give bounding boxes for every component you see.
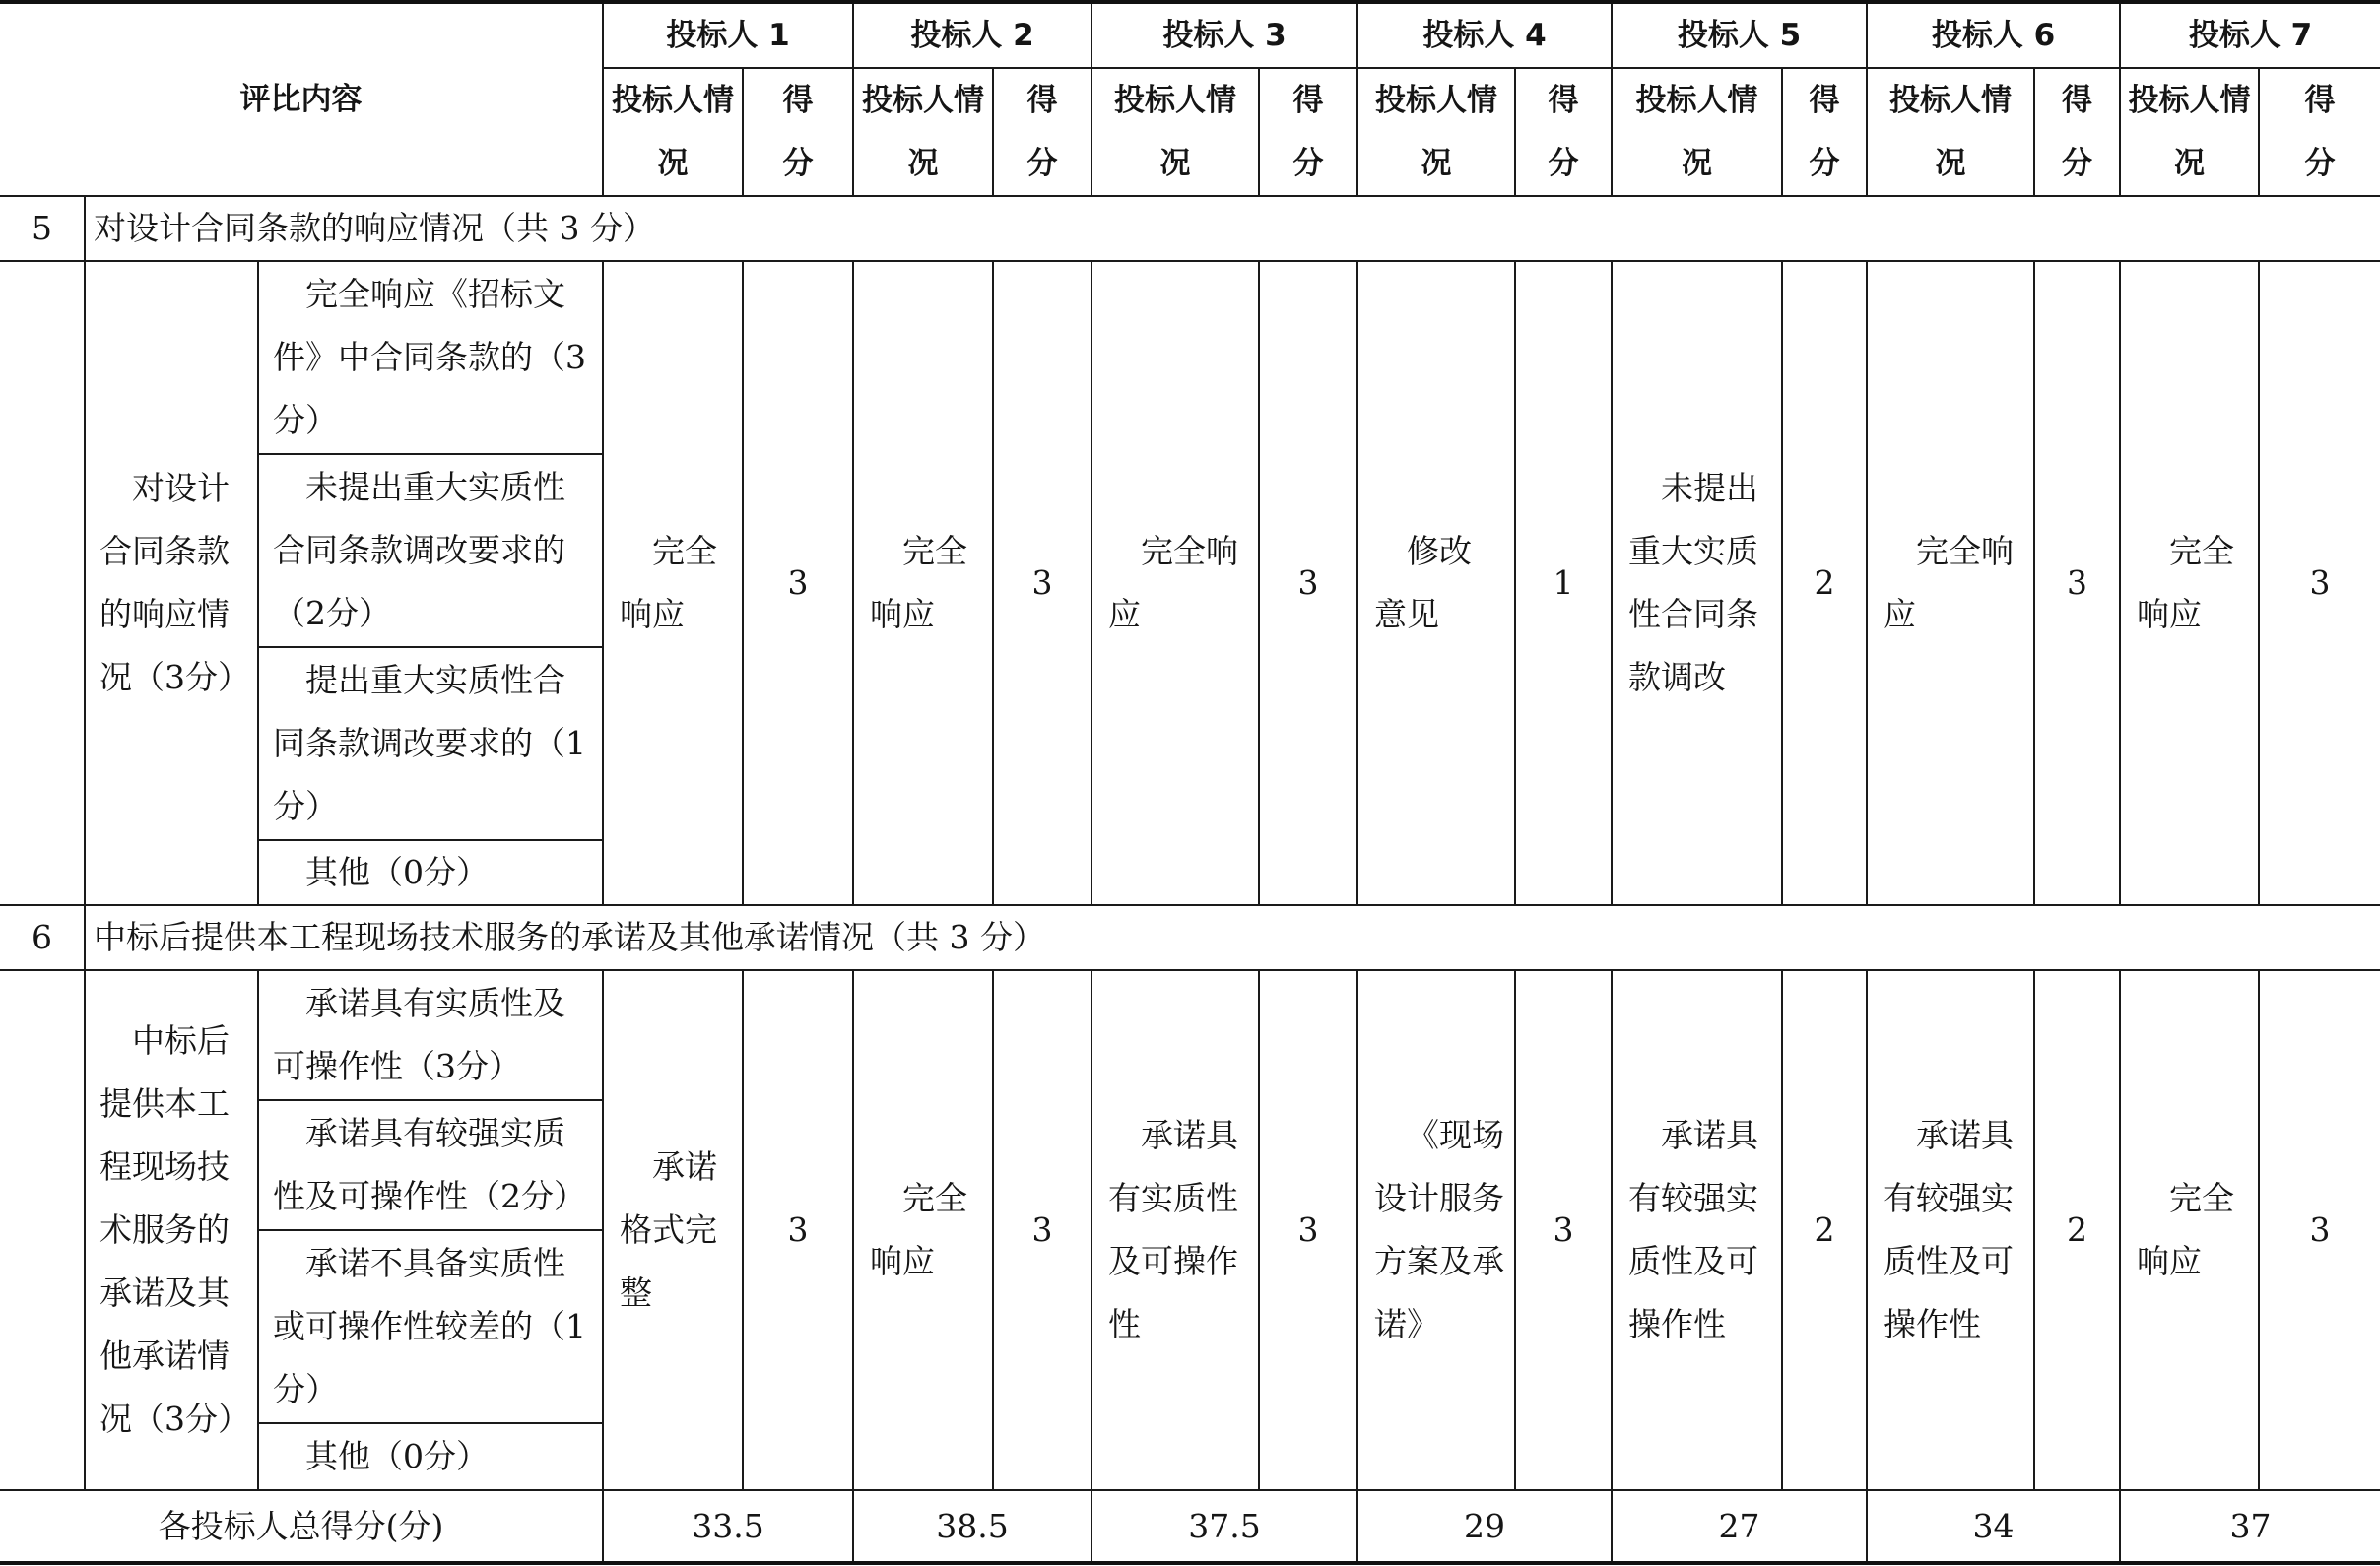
section-5-title-row bbox=[0, 196, 2380, 261]
section-5-option-4: 其他（0分） bbox=[258, 840, 603, 905]
bidder-5-header: 投标人 5 bbox=[1612, 2, 1867, 68]
bidder-6-score-header: 得分 bbox=[2034, 68, 2120, 196]
bidder-1-situation-header: 投标人情况 bbox=[603, 68, 743, 196]
bidder-1-section-6-score: 3 bbox=[743, 970, 853, 1490]
bidder-6-total: 34 bbox=[1867, 1490, 2120, 1563]
bidder-6-section-5-situation: 完全响应 bbox=[1867, 261, 2034, 905]
bidder-3-total: 37.5 bbox=[1091, 1490, 1357, 1563]
bidder-6-section-5-score: 3 bbox=[2034, 261, 2120, 905]
bidder-4-situation-header: 投标人情况 bbox=[1357, 68, 1515, 196]
bidder-2-total: 38.5 bbox=[853, 1490, 1091, 1563]
bidder-3-section-5-situation: 完全响应 bbox=[1091, 261, 1259, 905]
bidder-3-situation-header: 投标人情况 bbox=[1091, 68, 1259, 196]
bidder-3-section-6-situation: 承诺具有实质性及可操作性 bbox=[1091, 970, 1259, 1490]
section-6-option-3: 承诺不具备实质性或可操作性较差的（1分） bbox=[258, 1230, 603, 1423]
bidder-6-header: 投标人 6 bbox=[1867, 2, 2120, 68]
bidder-2-score-header: 得分 bbox=[993, 68, 1091, 196]
bidder-7-section-6-situation: 完全响应 bbox=[2120, 970, 2259, 1490]
evaluation-content-header: 评比内容 bbox=[0, 2, 603, 196]
bidder-1-section-6-situation: 承诺格式完整 bbox=[603, 970, 743, 1490]
bidder-2-header: 投标人 2 bbox=[853, 2, 1091, 68]
section-5-option-row-1 bbox=[0, 261, 2380, 454]
section-6-option-2: 承诺具有较强实质性及可操作性（2分） bbox=[258, 1100, 603, 1230]
bidder-1-total: 33.5 bbox=[603, 1490, 853, 1563]
section-6-spacer bbox=[0, 970, 85, 1490]
bidder-1-section-5-situation: 完全响应 bbox=[603, 261, 743, 905]
bidder-1-header: 投标人 1 bbox=[603, 2, 853, 68]
bidder-3-header: 投标人 3 bbox=[1091, 2, 1357, 68]
section-6-criterion: 中标后提供本工程现场技术服务的承诺及其他承诺情况（3分） bbox=[85, 970, 258, 1490]
bidder-5-section-6-score: 2 bbox=[1782, 970, 1867, 1490]
bidder-4-header: 投标人 4 bbox=[1357, 2, 1612, 68]
section-6-number: 6 bbox=[0, 905, 85, 970]
bidder-1-section-5-score: 3 bbox=[743, 261, 853, 905]
bidder-7-section-5-situation: 完全响应 bbox=[2120, 261, 2259, 905]
bidder-3-section-5-score: 3 bbox=[1259, 261, 1357, 905]
bidder-5-total: 27 bbox=[1612, 1490, 1867, 1563]
section-5-option-2: 未提出重大实质性合同条款调改要求的（2分） bbox=[258, 454, 603, 647]
section-5-option-1: 完全响应《招标文件》中合同条款的（3分） bbox=[258, 261, 603, 454]
section-6-title: 中标后提供本工程现场技术服务的承诺及其他承诺情况（共 3 分） bbox=[85, 905, 2380, 970]
header-row-bidders bbox=[0, 2, 2380, 68]
section-5-option-3: 提出重大实质性合同条款调改要求的（1分） bbox=[258, 647, 603, 840]
bidder-6-situation-header: 投标人情况 bbox=[1867, 68, 2034, 196]
bidder-7-section-5-score: 3 bbox=[2259, 261, 2380, 905]
bidder-5-section-5-score: 2 bbox=[1782, 261, 1867, 905]
totals-row bbox=[0, 1490, 2380, 1563]
section-6-option-row-1 bbox=[0, 970, 2380, 1100]
bidder-7-score-header: 得分 bbox=[2259, 68, 2380, 196]
bidder-2-section-5-score: 3 bbox=[993, 261, 1091, 905]
bidder-7-section-6-score: 3 bbox=[2259, 970, 2380, 1490]
section-5-criterion: 对设计合同条款的响应情况（3分） bbox=[85, 261, 258, 905]
bidder-2-section-5-situation: 完全响应 bbox=[853, 261, 993, 905]
bidder-2-section-6-score: 3 bbox=[993, 970, 1091, 1490]
bidder-4-section-6-score: 3 bbox=[1515, 970, 1612, 1490]
section-6-option-1: 承诺具有实质性及可操作性（3分） bbox=[258, 970, 603, 1100]
bidder-5-section-5-situation: 未提出重大实质性合同条款调改 bbox=[1612, 261, 1782, 905]
bidder-3-score-header: 得分 bbox=[1259, 68, 1357, 196]
bidder-5-situation-header: 投标人情况 bbox=[1612, 68, 1782, 196]
section-5-number: 5 bbox=[0, 196, 85, 261]
bidder-1-score-header: 得分 bbox=[743, 68, 853, 196]
totals-label: 各投标人总得分(分) bbox=[0, 1490, 603, 1563]
bidder-4-total: 29 bbox=[1357, 1490, 1612, 1563]
bidder-4-section-6-situation: 《现场设计服务方案及承诺》 bbox=[1357, 970, 1515, 1490]
bidder-7-header: 投标人 7 bbox=[2120, 2, 2380, 68]
bidder-2-section-6-situation: 完全响应 bbox=[853, 970, 993, 1490]
section-6-option-4: 其他（0分） bbox=[258, 1423, 603, 1490]
bidder-2-situation-header: 投标人情况 bbox=[853, 68, 993, 196]
bidder-5-section-6-situation: 承诺具有较强实质性及可操作性 bbox=[1612, 970, 1782, 1490]
bidder-3-section-6-score: 3 bbox=[1259, 970, 1357, 1490]
bidder-7-total: 37 bbox=[2120, 1490, 2380, 1563]
bidder-6-section-6-situation: 承诺具有较强实质性及可操作性 bbox=[1867, 970, 2034, 1490]
section-5-spacer bbox=[0, 261, 85, 905]
section-5-title: 对设计合同条款的响应情况（共 3 分） bbox=[85, 196, 2380, 261]
bidder-6-section-6-score: 2 bbox=[2034, 970, 2120, 1490]
bidder-4-score-header: 得分 bbox=[1515, 68, 1612, 196]
bidder-4-section-5-score: 1 bbox=[1515, 261, 1612, 905]
bidder-5-score-header: 得分 bbox=[1782, 68, 1867, 196]
bidder-4-section-5-situation: 修改意见 bbox=[1357, 261, 1515, 905]
section-6-title-row bbox=[0, 905, 2380, 970]
bidder-7-situation-header: 投标人情况 bbox=[2120, 68, 2259, 196]
